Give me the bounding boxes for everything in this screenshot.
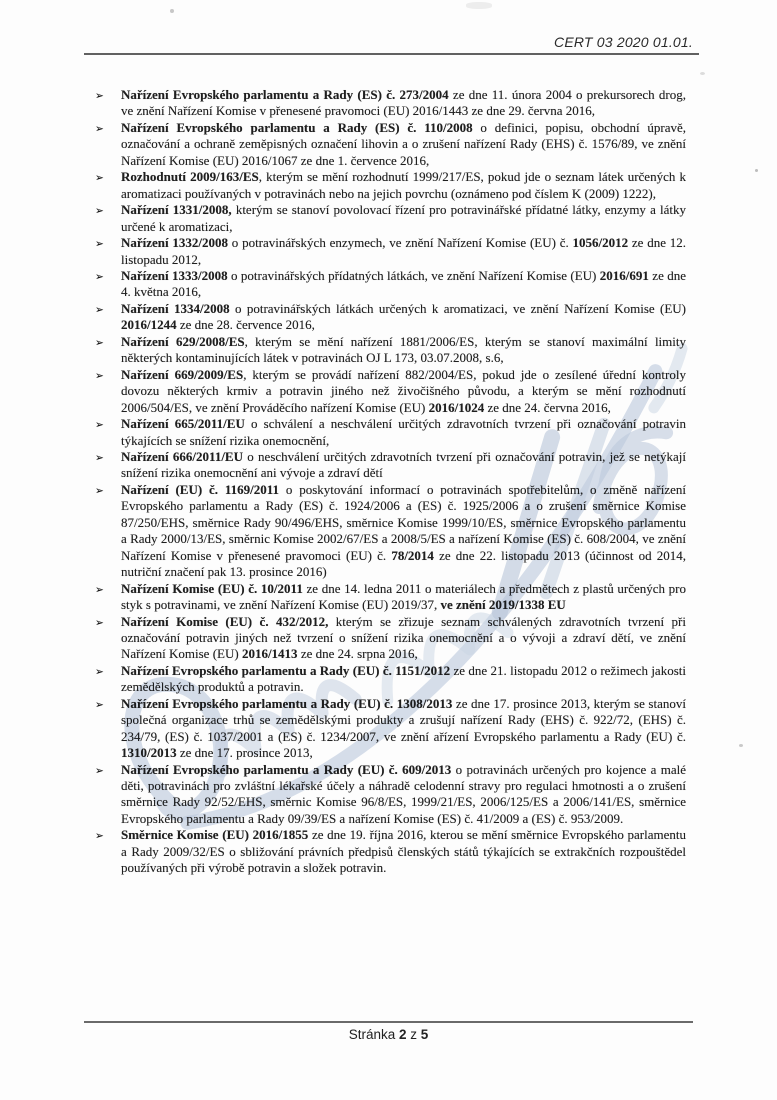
list-item-text: Nařízení Komise (EU) č. 10/2011 ze dne 14. ledna 2011 o materiálech a předmětech z plastů určených pro styk s potravinami, ve znění Nařízení Komise (EU) 2019/37, ve znění 2019/1338 EU — [121, 580, 686, 613]
list-item-text: Nařízení Evropského parlamentu a Rady (EU) č. 1151/2012 ze dne 21. listopadu 2012 o režimech jakosti zemědělských produktů a potravin. — [121, 662, 686, 695]
list-item-text: Nařízení 1331/2008, kterým se stanoví povolovací řízení pro potravinářské přídatné látky, enzymy a látky určené k aromatizaci, — [121, 202, 686, 234]
bullet-arrow-icon: ➢ — [95, 698, 104, 711]
page-footer — [84, 1021, 693, 1042]
bullet-arrow-icon: ➢ — [95, 830, 104, 843]
bullet-arrow-icon: ➢ — [95, 336, 104, 349]
bullet-arrow-icon: ➢ — [95, 419, 104, 432]
bullet-arrow-icon: ➢ — [95, 303, 104, 316]
list-item-text: Nařízení Evropského parlamentu a Rady (EU) č. 1308/2013 ze dne 17. prosince 2013, kterým se stanoví společná organizace trhů se zemědělskými produkty a zrušují nařízení Rady (EHS) č. 922/72, (EHS) č. 234/79, (ES) č. 1037/2001 a (ES) č. 1234/2007, ve znění ařízení Evropského parlamentu a Rady (EU) č. 1310/2013 ze dne 17. prosince 2013, — [121, 695, 686, 761]
list-item — [94, 762, 686, 828]
list-item-text: Nařízení Evropského parlamentu a Rady (EU) č. 609/2013 o potravinách určených pro kojence a malé děti, potravinách pro zvláštní lékařské účely a náhradě celodenní stravy pro regulaci hmotnosti a o zrušení směrnice Rady 92/52/EHS, směrnic Komise 96/8/ES, 1999/21/ES, 2006/125/ES a 2006/141/ES, směrnice Evropského parlamentu a Rady 09/39/ES a nařízení Komise (ES) č. 41/2009 a (ES) č. 953/2009. — [121, 761, 686, 826]
bullet-arrow-icon: ➢ — [95, 616, 104, 629]
list-item — [94, 581, 686, 614]
list-item-text: Rozhodnutí 2009/163/ES, kterým se mění rozhodnutí 1999/217/ES, pokud jde o seznam látek určených k aromatizaci používaných v potravinách nebo na jejich povrchu (oznámeno pod číslem K (2009) 1222), — [121, 169, 686, 201]
list-item — [94, 202, 686, 235]
bullet-arrow-icon: ➢ — [95, 369, 104, 382]
list-item — [94, 663, 686, 696]
list-item-text: Nařízení 1334/2008 o potravinářských látkách určených k aromatizaci, ve znění Nařízení Komise (EU) 2016/1244 ze dne 28. července 2016, — [121, 300, 686, 333]
list-item-text: Nařízení (EU) č. 1169/2011 o poskytování informací o potravinách spotřebitelům, o změně nařízení Evropského parlamentu a Rady (ES) č. 1924/2006 a (ES) č. 1925/2006 a o zrušení směrnice Komise 87/250/EHS, směrnice Rady 90/496/EHS, směrnice Komise 1999/10/ES, směrnice Evropského parlamentu a Rady 2000/13/ES, směrnic Komise 2002/67/ES a 2008/5/ES a nařízení Komise (ES) č. 608/2004, ve znění Nařízení Komise v přenesené pravomoci (EU) č. 78/2014 ze dne 22. listopadu 2013 (účinnost od 2014, nutriční značení pak 13. prosince 2016) — [121, 481, 686, 580]
footer-page-number: 2 — [398, 1027, 407, 1042]
list-item — [94, 235, 686, 268]
bullet-arrow-icon: ➢ — [95, 205, 104, 218]
bullet-arrow-icon: ➢ — [95, 238, 104, 251]
footer-page-total: 5 — [420, 1027, 429, 1042]
scan-speck — [170, 9, 174, 13]
list-item-text: Nařízení 666/2011/EU o neschválení určitých zdravotních tvrzení při označování potravin, jež se netýkají snížení rizika onemocnění ani vývoje a zdraví dětí — [121, 448, 686, 481]
footer-label: Stránka — [348, 1027, 399, 1042]
bullet-arrow-icon: ➢ — [95, 172, 104, 185]
bullet-arrow-icon: ➢ — [95, 665, 104, 678]
list-item — [94, 334, 686, 367]
list-item — [94, 120, 686, 169]
scan-speck — [739, 744, 743, 747]
document-code-header — [84, 34, 699, 55]
list-item — [94, 268, 686, 301]
list-item — [94, 367, 686, 416]
list-item-text: Nařízení 629/2008/ES, kterým se mění nařízení 1881/2006/ES, kterým se stanoví maximální limity některých kontaminujících látek v potravinách OJ L 173, 03.07.2008, s.6, — [121, 333, 686, 366]
bullet-arrow-icon: ➢ — [95, 764, 104, 777]
bullet-arrow-icon: ➢ — [95, 484, 104, 497]
scan-smudge — [466, 2, 492, 9]
list-item — [94, 482, 686, 581]
bullet-arrow-icon: ➢ — [95, 451, 104, 464]
footer-of-word: z — [406, 1027, 421, 1042]
bullet-arrow-icon: ➢ — [95, 270, 104, 283]
list-item — [94, 827, 686, 876]
list-item-text: Nařízení 669/2009/ES, kterým se provádí nařízení 882/2004/ES, pokud jde o zesílené úřední kontroly dovozu některých krmiv a potravin jiného než živočišného původu, a kterým se mění rozhodnutí 2006/504/ES, ve znění Prováděcího nařízení Komise (EU) 2016/1024 ze dne 24. června 2016, — [121, 366, 686, 415]
bullet-arrow-icon: ➢ — [95, 122, 104, 135]
bullet-arrow-icon: ➢ — [95, 583, 104, 596]
list-item-text: Nařízení Evropského parlamentu a Rady (ES) č. 273/2004 ze dne 11. února 2004 o prekursorech drog, ve znění Nařízení Komise v přenesené pravomoci (EU) 2016/1443 ze dne 29. června 2016, — [121, 87, 686, 119]
document-code: CERT 03 2020 01.01. — [554, 34, 693, 50]
list-item-text: Směrnice Komise (EU) 2016/1855 ze dne 19. října 2016, kterou se mění směrnice Evropského parlamentu a Rady 2009/32/ES o sbližování právních předpisů členských států týkajících se extrakčních rozpouštědel používaných při výrobě potravin a složek potravin. — [121, 827, 686, 876]
list-item-text: Nařízení 1333/2008 o potravinářských přídatných látkách, ve znění Nařízení Komise (EU) 2016/691 ze dne 4. května 2016, — [121, 267, 686, 300]
list-item-text: Nařízení 665/2011/EU o schválení a neschválení určitých zdravotních tvrzení při označování potravin týkajících se snížení rizika onemocnění, — [121, 416, 686, 448]
list-item — [94, 614, 686, 663]
scan-speck — [700, 72, 705, 75]
list-item — [94, 87, 686, 120]
list-item — [94, 696, 686, 762]
regulation-list — [94, 87, 686, 877]
list-item-text: Nařízení 1332/2008 o potravinářských enzymech, ve znění Nařízení Komise (EU) č. 1056/2012 ze dne 12. listopadu 2012, — [121, 235, 686, 267]
list-item — [94, 416, 686, 449]
list-item — [94, 301, 686, 334]
list-item — [94, 449, 686, 482]
bullet-arrow-icon: ➢ — [95, 90, 104, 102]
list-item-text: Nařízení Evropského parlamentu a Rady (ES) č. 110/2008 o definici, popisu, obchodní úpravě, označování a ochraně zeměpisných označení lihovin a o zrušení nařízení Rady (EHS) č. 1576/89, ve znění Nařízení Komise (EU) 2016/1067 ze dne 1. července 2016, — [121, 119, 686, 168]
list-item-text: Nařízení Komise (EU) č. 432/2012, kterým se zřizuje seznam schválených zdravotních tvrzení při označování potravin jiných než tvrzení o snížení rizika onemocnění a o vývoji a zdraví dětí, ve znění Nařízení Komise (EU) 2016/1413 ze dne 24. srpna 2016, — [121, 613, 686, 662]
list-item — [94, 169, 686, 202]
scan-speck — [755, 169, 758, 172]
